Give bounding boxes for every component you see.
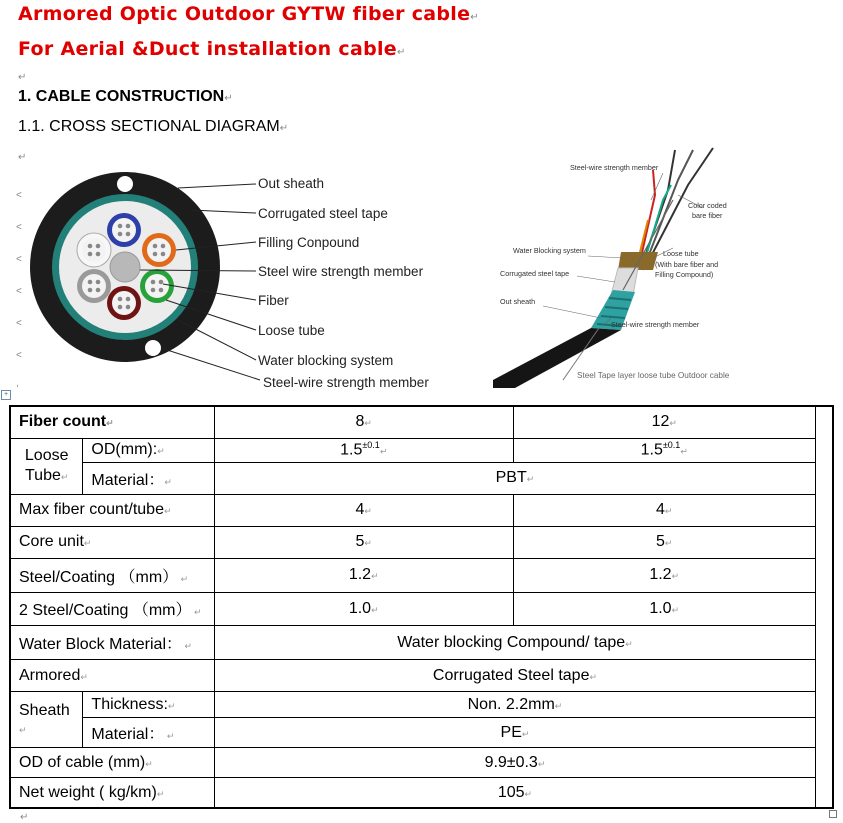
strength-member-top: [117, 176, 133, 192]
label-steel-wire-strength-member-2: Steel-wire strength member: [263, 375, 429, 390]
loose-tube-material-label: Material：↵: [83, 462, 215, 494]
net-weight-label: Net weight ( kg/km)↵: [10, 778, 214, 808]
photo-label-steel-wire-top: Steel-wire strength member: [570, 163, 659, 172]
steel-coating2-12: 1.0↵: [513, 592, 815, 625]
photo-label-steel-wire-bottom: Steel-wire strength member: [611, 320, 700, 329]
loose-tube-od-12: $1.5^{\pm 0.1}↵$: [513, 438, 815, 462]
table-row: [10, 406, 833, 438]
table-row: [10, 438, 833, 462]
paragraph-mark: ˂: [16, 222, 22, 233]
photo-loose-tubes: [618, 252, 658, 270]
table-row: [10, 558, 833, 592]
central-member: [110, 252, 140, 282]
table-row: [10, 718, 833, 748]
label-water-blocking-system: Water blocking system: [258, 353, 394, 368]
paragraph-mark: ,: [16, 378, 19, 389]
paragraph-mark: ˂: [16, 254, 22, 265]
max-fiber-8: 4↵: [214, 494, 513, 526]
loose-tube-material-value: PBT↵: [214, 462, 815, 494]
steel-coating2-label: 2 Steel/Coating （mm） ↵: [10, 592, 214, 625]
table-move-handle[interactable]: +: [1, 390, 11, 400]
photo-label-loose-tube: Loose tube: [663, 249, 699, 258]
paragraph-mark: ˂: [16, 190, 22, 201]
table-row: [10, 462, 833, 494]
photo-caption: Steel Tape layer loose tube Outdoor cable: [577, 371, 730, 380]
spec-table: [9, 405, 834, 809]
core-unit-8: 5↵: [214, 526, 513, 558]
subsection-heading: 1.1. CROSS SECTIONAL DIAGRAM↵: [18, 118, 289, 135]
water-block-label: Water Block Material： ↵: [10, 626, 214, 660]
section-heading: 1. CABLE CONSTRUCTION↵: [18, 88, 233, 105]
fiber-count-12: 12↵: [513, 406, 815, 438]
fiber-count-label: Fiber count↵: [10, 406, 214, 438]
paragraph-mark: ↵: [20, 812, 29, 823]
label-filling-compound: Filling Conpound: [258, 235, 360, 250]
table-row: [10, 748, 833, 778]
table-row: [10, 692, 833, 718]
sheath-thickness-label: Thickness:↵: [83, 692, 215, 718]
label-corrugated-steel-tape: Corrugated steel tape: [258, 206, 388, 221]
water-block-value: Water blocking Compound/ tape↵: [214, 626, 815, 660]
od-cable-label: OD of cable (mm)↵: [10, 748, 214, 778]
photo-label-corrugated: Corrugated steel tape: [500, 269, 570, 278]
label-loose-tube: Loose tube: [258, 323, 325, 338]
steel-coating-label: Steel/Coating （mm） ↵: [10, 558, 214, 592]
sheath-material-label: Material： ↵: [83, 718, 215, 748]
paragraph-mark: ˂: [16, 350, 22, 361]
photo-label-bare-fiber: bare fiber: [692, 211, 723, 220]
paragraph-mark: ↵: [18, 152, 27, 163]
core-unit-label: Core unit↵: [10, 526, 214, 558]
photo-label-loose-tube-detail: (With bare fiber and: [655, 260, 719, 269]
max-fiber-12: 4↵: [513, 494, 815, 526]
table-row: [10, 494, 833, 526]
label-out-sheath: Out sheath: [258, 176, 325, 191]
table-resize-handle[interactable]: [829, 810, 837, 818]
table-row: [10, 592, 833, 625]
paragraph-mark: ↵: [18, 72, 27, 83]
net-weight-value: 105↵: [214, 778, 815, 808]
core-unit-12: 5↵: [513, 526, 815, 558]
table-row: [10, 778, 833, 808]
table-row: [10, 660, 833, 692]
max-fiber-label: Max fiber count/tube↵: [10, 494, 214, 526]
steel-coating2-8: 1.0↵: [214, 592, 513, 625]
doc-title-line2: For Aerial &Duct installation cable↵: [18, 38, 406, 60]
armored-value: Corrugated Steel tape↵: [214, 660, 815, 692]
armored-label: Armored↵: [10, 660, 214, 692]
loose-tube-label: Loose Tube↵: [10, 438, 83, 494]
photo-label-out-sheath: Out sheath: [500, 297, 536, 306]
steel-coating-12: 1.2↵: [513, 558, 815, 592]
sheath-thickness-value: Non. 2.2mm↵: [214, 692, 815, 718]
fiber-count-8: 8↵: [214, 406, 513, 438]
table-row: [10, 526, 833, 558]
paragraph-mark: ˂: [16, 318, 22, 329]
sheath-label: Sheath ↵: [10, 692, 83, 748]
loose-tube-od-label: OD(mm):↵: [83, 438, 215, 462]
steel-coating-8: 1.2↵: [214, 558, 513, 592]
loose-tube-od-8: $1.5^{\pm 0.1}↵$: [214, 438, 513, 462]
label-steel-wire-strength-member: Steel wire strength member: [258, 264, 424, 279]
sheath-material-value: PE↵: [214, 718, 815, 748]
photo-label-color-coded: Color coded: [688, 201, 727, 210]
strength-member-bottom: [145, 340, 161, 356]
photo-label-water-blocking: Water Blocking system: [513, 246, 586, 255]
paragraph-mark: ˂: [16, 286, 22, 297]
cable-photo: [493, 140, 793, 388]
cross-section-diagram: [28, 170, 268, 390]
label-fiber: Fiber: [258, 293, 289, 308]
table-row: [10, 626, 833, 660]
doc-title-line1: Armored Optic Outdoor GYTW fiber cable↵: [18, 3, 479, 25]
od-cable-value: 9.9±0.3↵: [214, 748, 815, 778]
photo-label-filling-compound: Filling Compound): [655, 270, 714, 279]
